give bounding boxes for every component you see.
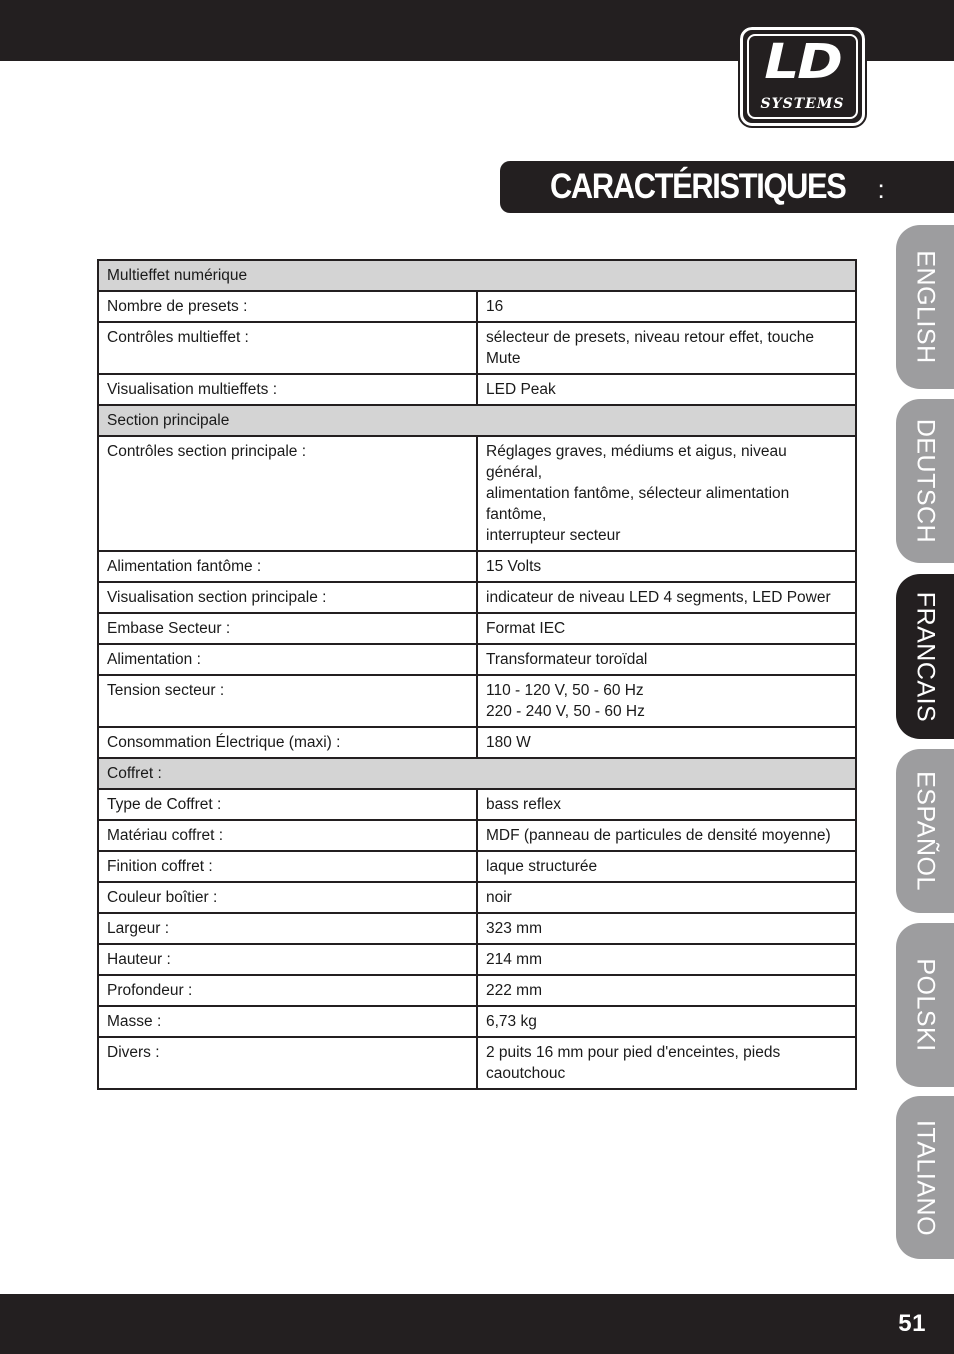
spec-label: Alimentation fantôme : bbox=[98, 551, 477, 582]
spec-value: laque structurée bbox=[477, 851, 856, 882]
spec-label: Nombre de presets : bbox=[98, 291, 477, 322]
tab-espanol[interactable] bbox=[896, 749, 954, 913]
spec-value: 110 - 120 V, 50 - 60 Hz 220 - 240 V, 50 - 60 Hz bbox=[477, 675, 856, 727]
spec-value: 6,73 kg bbox=[477, 1006, 856, 1037]
spec-label: Finition coffret : bbox=[98, 851, 477, 882]
table-row bbox=[98, 551, 856, 582]
specifications-table bbox=[97, 259, 857, 1090]
spec-label: Type de Coffret : bbox=[98, 789, 477, 820]
table-row bbox=[98, 675, 856, 727]
spec-label: Profondeur : bbox=[98, 975, 477, 1006]
spec-value: Transformateur toroïdal bbox=[477, 644, 856, 675]
spec-value: Réglages graves, médiums et aigus, niveau général, alimentation fantôme, sélecteur alimentation fantôme, interrupteur secteur bbox=[477, 436, 856, 551]
tab-italiano[interactable] bbox=[896, 1096, 954, 1259]
table-row bbox=[98, 322, 856, 374]
table-row bbox=[98, 436, 856, 551]
table-section-row bbox=[98, 260, 856, 291]
spec-label: Tension secteur : bbox=[98, 675, 477, 727]
spec-value: bass reflex bbox=[477, 789, 856, 820]
spec-value: Format IEC bbox=[477, 613, 856, 644]
spec-label: Contrôles multieffet : bbox=[98, 322, 477, 374]
spec-label: Masse : bbox=[98, 1006, 477, 1037]
spec-label: Divers : bbox=[98, 1037, 477, 1089]
table-section-row bbox=[98, 405, 856, 436]
spec-value: MDF (panneau de particules de densité moyenne) bbox=[477, 820, 856, 851]
spec-value: LED Peak bbox=[477, 374, 856, 405]
spec-label: Hauteur : bbox=[98, 944, 477, 975]
table-row bbox=[98, 582, 856, 613]
spec-value: 180 W bbox=[477, 727, 856, 758]
table-row bbox=[98, 944, 856, 975]
spec-label: Contrôles section principale : bbox=[98, 436, 477, 551]
page-number: 51 bbox=[898, 1310, 926, 1337]
spec-value: sélecteur de presets, niveau retour effet, touche Mute bbox=[477, 322, 856, 374]
tab-italiano-label: ITALIANO bbox=[911, 1119, 940, 1236]
bottom-bar bbox=[0, 1294, 954, 1354]
table-row bbox=[98, 644, 856, 675]
table-row bbox=[98, 727, 856, 758]
tab-polski-label: POLSKI bbox=[911, 958, 940, 1052]
spec-label: Largeur : bbox=[98, 913, 477, 944]
section-label: Section principale bbox=[98, 405, 856, 436]
table-row bbox=[98, 291, 856, 322]
tab-deutsch[interactable] bbox=[896, 399, 954, 563]
table-row bbox=[98, 789, 856, 820]
table-row bbox=[98, 913, 856, 944]
spec-label: Couleur boîtier : bbox=[98, 882, 477, 913]
tab-francais-label: FRANCAIS bbox=[911, 591, 940, 722]
section-title-main: CARACTÉRISTIQUES bbox=[550, 167, 846, 206]
spec-label: Matériau coffret : bbox=[98, 820, 477, 851]
ld-systems-logo bbox=[740, 27, 865, 126]
logo-subtitle: SYSTEMS bbox=[760, 96, 845, 112]
tab-english[interactable] bbox=[896, 225, 954, 389]
tab-deutsch-label: DEUTSCH bbox=[911, 418, 940, 544]
table-row bbox=[98, 882, 856, 913]
table-section-row bbox=[98, 758, 856, 789]
spec-value: noir bbox=[477, 882, 856, 913]
logo-mark: LD bbox=[764, 34, 841, 90]
spec-label: Embase Secteur : bbox=[98, 613, 477, 644]
section-title-colon: : bbox=[877, 174, 885, 204]
table-row bbox=[98, 975, 856, 1006]
spec-label: Alimentation : bbox=[98, 644, 477, 675]
table-row bbox=[98, 374, 856, 405]
table-row bbox=[98, 851, 856, 882]
table-row bbox=[98, 820, 856, 851]
tab-francais[interactable] bbox=[896, 574, 954, 739]
spec-value: 222 mm bbox=[477, 975, 856, 1006]
tab-polski[interactable] bbox=[896, 923, 954, 1087]
spec-label: Consommation Électrique (maxi) : bbox=[98, 727, 477, 758]
spec-value: 2 puits 16 mm pour pied d'enceintes, pieds caoutchouc bbox=[477, 1037, 856, 1089]
spec-label: Visualisation section principale : bbox=[98, 582, 477, 613]
table-row bbox=[98, 613, 856, 644]
table-row bbox=[98, 1006, 856, 1037]
spec-value: 15 Volts bbox=[477, 551, 856, 582]
spec-value: indicateur de niveau LED 4 segments, LED Power bbox=[477, 582, 856, 613]
section-label: Multieffet numérique bbox=[98, 260, 856, 291]
specifications-table-body bbox=[98, 260, 856, 1089]
section-title-bar bbox=[500, 161, 954, 213]
section-label: Coffret : bbox=[98, 758, 856, 789]
section-title bbox=[550, 167, 885, 209]
spec-value: 323 mm bbox=[477, 913, 856, 944]
spec-label: Visualisation multieffets : bbox=[98, 374, 477, 405]
tab-english-label: ENGLISH bbox=[911, 250, 940, 364]
spec-value: 16 bbox=[477, 291, 856, 322]
table-row bbox=[98, 1037, 856, 1089]
tab-espanol-label: ESPAÑOL bbox=[911, 771, 940, 891]
spec-value: 214 mm bbox=[477, 944, 856, 975]
